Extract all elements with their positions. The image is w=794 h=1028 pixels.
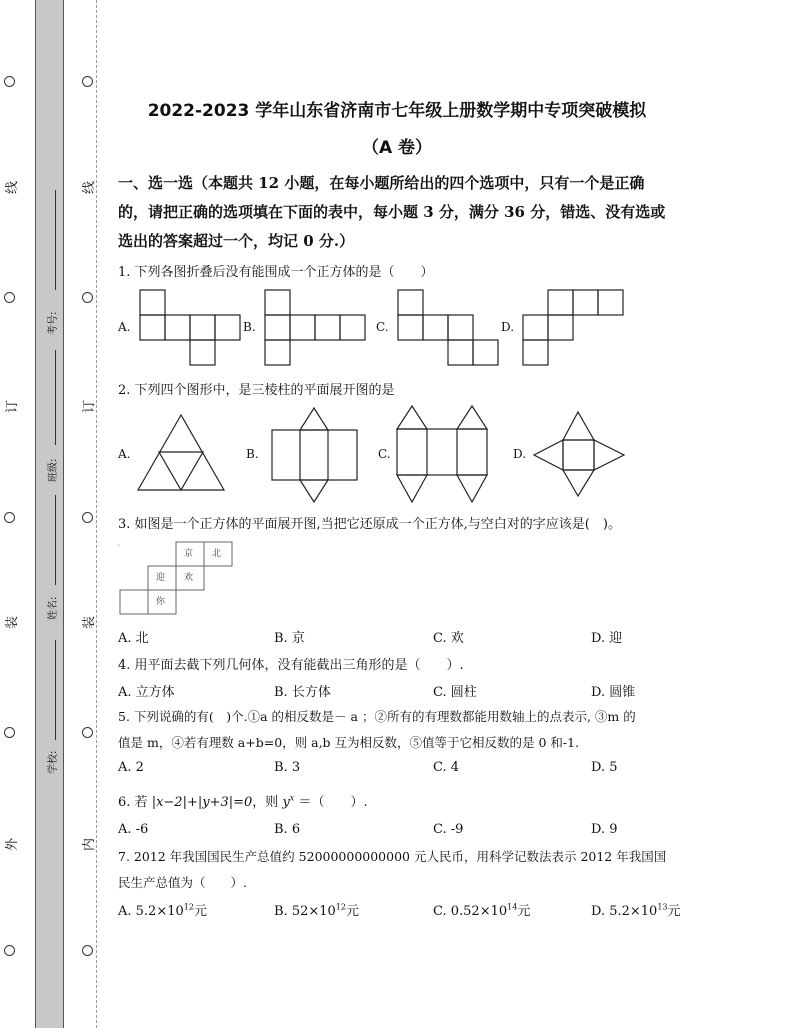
field-exam-number-label: 考号:	[48, 311, 59, 335]
q3-cell-label: 京	[184, 549, 194, 559]
q7-option-b-unit: 元	[345, 904, 359, 919]
q1-d-cell	[548, 290, 573, 315]
question-4: 4. 用平面去截下列几何体，没有能截出三角形的是（ ）.	[118, 658, 464, 673]
q6-prefix: 6. 若	[118, 795, 148, 810]
q7-option-d-exp: 13	[657, 902, 668, 912]
question-6	[118, 791, 368, 810]
q2-option-a-label: A.	[118, 447, 131, 461]
q7-option-a-exp: 12	[183, 902, 194, 912]
q5-option-b: B. 3	[274, 760, 301, 775]
q1-c-cell	[398, 315, 423, 340]
q1-a-cell	[165, 315, 190, 340]
q7-option-d	[591, 900, 681, 919]
q1-b-cell	[265, 315, 290, 340]
question-1: 1. 下列各图折叠后没有能围成一个正方体的是（ ）	[118, 265, 434, 280]
binding-char: 内	[82, 837, 98, 852]
page-title: 2022-2023 学年山东省济南市七年级上册数学期中专项突破模拟	[147, 101, 647, 121]
q2-d-square	[563, 440, 594, 470]
q1-option-d-label: D.	[501, 320, 515, 334]
q5-option-d: D. 5	[591, 760, 618, 775]
q2-d-triangle	[563, 412, 594, 440]
q1-a-cell	[140, 315, 165, 340]
svg-text:`: `	[117, 544, 121, 553]
question-3: 3. 如图是一个正方体的平面展开图,当把它还原成一个正方体,与空白对的字应该是( )。	[118, 517, 621, 532]
binding-char: 装	[82, 615, 98, 630]
q1-d-cell	[523, 315, 548, 340]
q2-c-top-triangle	[457, 406, 487, 429]
q1-d-cell	[573, 290, 598, 315]
q6-option-d: D. 9	[591, 822, 618, 837]
q1-b-cell	[315, 315, 340, 340]
q1-d-cell	[548, 315, 573, 340]
q2-b-bottom-triangle	[300, 480, 328, 502]
q3-option-b: B. 京	[274, 631, 305, 646]
q2-c-top-triangle	[397, 406, 427, 429]
q5-option-a: A. 2	[118, 760, 144, 775]
q2-d-triangle	[594, 440, 624, 470]
q2-b-rect	[272, 430, 357, 480]
q3-cell-label: 北	[212, 549, 222, 559]
q6-option-b: B. 6	[274, 822, 301, 837]
field-name-label: 姓名:	[48, 596, 59, 620]
q6-option-c: C. -9	[433, 822, 464, 837]
q1-c-cell	[423, 315, 448, 340]
q6-middle: ，则	[252, 795, 279, 810]
section-instructions-line: 的，请把正确的选项填在下面的表中，每小题 3 分，满分 36 分，错选、没有选或	[118, 203, 666, 221]
binding-char: 订	[82, 399, 98, 414]
q3-cell-label: 迎	[156, 573, 166, 583]
q3-option-d: D. 迎	[591, 631, 623, 646]
q6-option-a: A. -6	[118, 822, 149, 837]
q3-cell-label: 欢	[184, 573, 194, 583]
q1-d-cell	[523, 340, 548, 365]
q2-c-bottom-triangle	[457, 475, 487, 502]
q1-d-cell	[598, 290, 623, 315]
question-7-line: 民生产总值为（ ）.	[118, 875, 247, 890]
q7-option-c-unit: 元	[517, 904, 531, 919]
q2-option-b-label: B.	[246, 447, 259, 461]
q2-option-d-label: D.	[513, 447, 527, 461]
question-5-line: 值是 m，④若有理数 a+b=0，则 a,b 互为相反数，⑤值等于它相反数的是 0 和-1.	[118, 735, 580, 750]
page-subtitle: （A 卷）	[361, 138, 433, 158]
q2-option-c-label: C.	[378, 447, 391, 461]
q7-option-b-exp: 12	[335, 902, 346, 912]
q1-c-cell	[448, 315, 473, 340]
q7-option-d-base: D. 5.2×10	[591, 904, 658, 919]
binding-char: 线	[5, 180, 21, 195]
q3-cell-label: 你	[156, 597, 166, 607]
q4-option-a: A. 立方体	[118, 685, 175, 700]
question-5-line: 5. 下列说确的有( )个.①a 的相反数是－ a ；②所有的有理数都能用数轴上的点表示, ③m 的	[118, 709, 636, 724]
q7-option-a	[118, 900, 207, 919]
q7-option-c	[433, 900, 530, 919]
question-2: 2. 下列四个图形中，是三棱柱的平面展开图的是	[118, 383, 395, 398]
question-7-line: 7. 2012 年我国国民生产总值约 52000000000000 元人民币，用科学记数法表示 2012 年我国国	[118, 849, 667, 864]
q1-a-cell	[190, 315, 215, 340]
binding-char: 线	[82, 180, 98, 195]
q1-option-a-label: A.	[118, 320, 131, 334]
q4-option-d: D. 圆锥	[591, 685, 636, 700]
q2-b-top-triangle	[300, 408, 328, 430]
q6-suffix: ＝（ ）.	[298, 795, 368, 810]
q1-option-c-label: C.	[376, 320, 389, 334]
field-school-label: 学校:	[48, 750, 59, 774]
q7-option-c-base: C. 0.52×10	[433, 904, 508, 919]
q2-c-bottom-triangle	[397, 475, 427, 502]
q1-c-cell	[398, 290, 423, 315]
q1-b-cell	[265, 340, 290, 365]
q7-option-b-base: B. 52×10	[274, 904, 336, 919]
q2-d-triangle	[534, 440, 563, 470]
q4-option-c: C. 圆柱	[433, 685, 477, 700]
q1-option-b-label: B.	[243, 320, 256, 334]
q2-a-inner-triangle	[159, 452, 203, 490]
q4-option-b: B. 长方体	[274, 685, 331, 700]
q7-option-a-unit: 元	[193, 904, 207, 919]
q7-option-c-exp: 14	[507, 902, 518, 912]
q7-option-a-base: A. 5.2×10	[118, 904, 184, 919]
q1-b-cell	[290, 315, 315, 340]
field-class-label: 班级:	[48, 458, 59, 482]
q3-cell	[120, 590, 148, 614]
section-instructions-line: 一、选一选（本题共 12 小题，在每小题所给出的四个选项中，只有一个是正确	[118, 174, 645, 192]
q1-b-cell	[265, 290, 290, 315]
q1-b-cell	[340, 315, 365, 340]
q5-option-c: C. 4	[433, 760, 460, 775]
q1-a-cell	[140, 290, 165, 315]
q2-c-rect	[397, 429, 487, 475]
q6-power-base: y	[282, 795, 290, 810]
q7-option-b	[274, 900, 359, 919]
q3-option-c: C. 欢	[433, 631, 464, 646]
section-instructions-line: 选出的答案超过一个，均记 0 分.）	[118, 232, 355, 250]
q7-option-d-unit: 元	[667, 904, 681, 919]
q3-option-a: A. 北	[118, 631, 149, 646]
q1-a-cell	[190, 340, 215, 365]
q1-c-cell	[473, 340, 498, 365]
binding-char: 外	[5, 837, 21, 852]
q1-c-cell	[448, 340, 473, 365]
binding-char: 订	[5, 399, 21, 414]
q2-d-triangle	[563, 470, 594, 496]
q1-a-cell	[215, 315, 240, 340]
q6-power-exponent: x	[289, 793, 295, 803]
q6-formula: |x−2|+|y+3|=0	[151, 795, 253, 810]
binding-char: 装	[5, 615, 21, 630]
